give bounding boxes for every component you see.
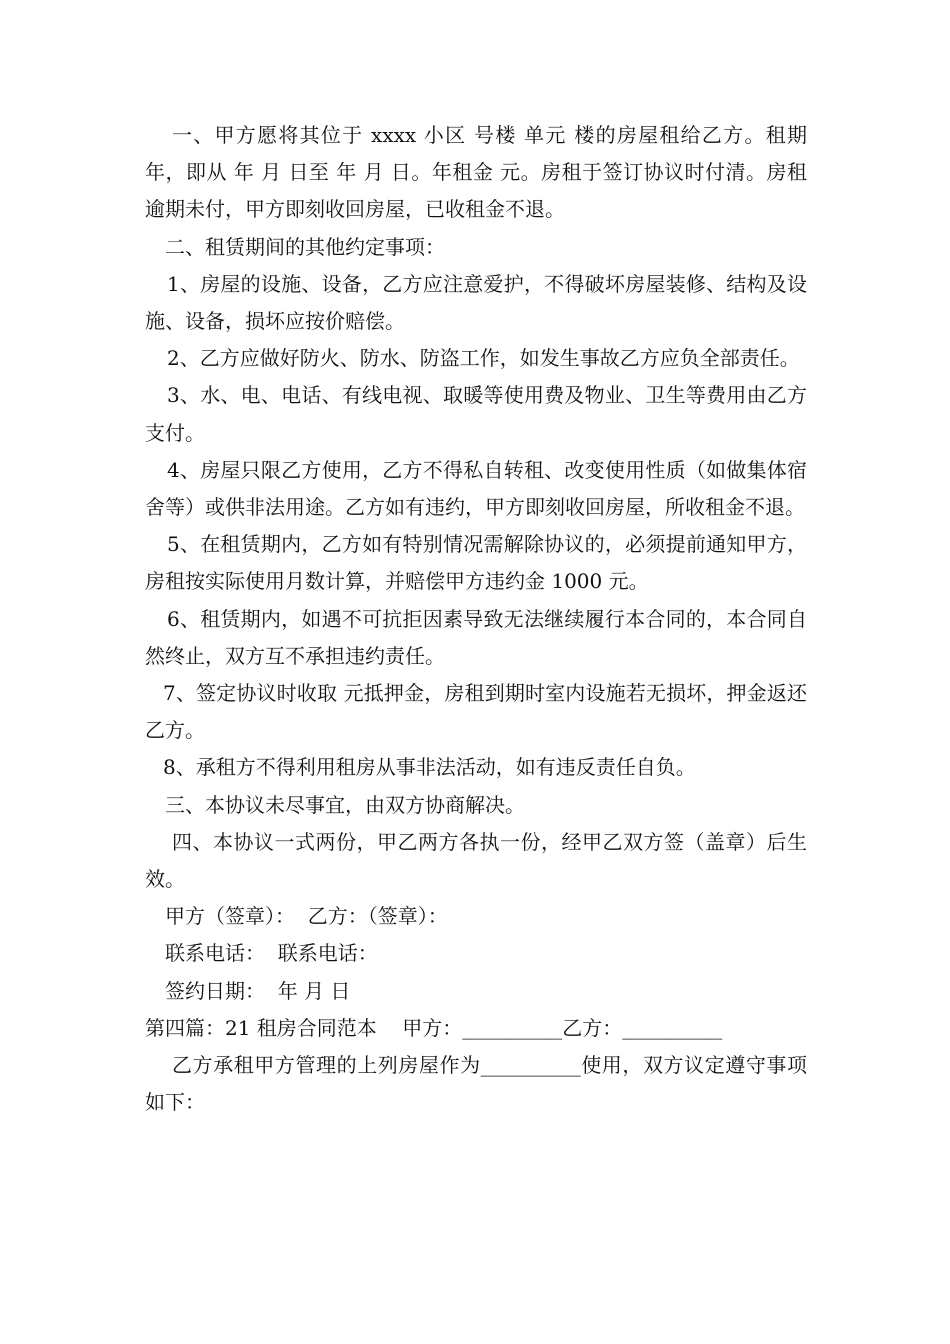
item-3-utilities: 3、水、电、电话、有线电视、取暖等使用费及物业、卫生等费用由乙方支付。 <box>145 383 807 445</box>
item-4-usage: 4、房屋只限乙方使用，乙方不得私自转租、改变使用性质（如做集体宿舍等）或供非法用途。乙方如有违约，甲方即刻收回房屋，所收租金不退。 <box>145 457 807 520</box>
signature-line: 甲方（签章）： 乙方：（签章）： <box>165 904 448 929</box>
section-four-title: 第四篇：21 租房合同范本 甲方：__________乙方：__________ <box>145 1015 723 1040</box>
item-8-illegal-activity: 8、承租方不得利用租房从事非法活动，如有违反责任自负。 <box>163 755 696 780</box>
item-6-force-majeure: 6、租赁期内，如遇不可抗拒因素导致无法继续履行本合同的，本合同自然终止，双方互不承担违约责任。 <box>145 606 807 668</box>
document-body <box>145 117 814 1121</box>
item-7-deposit: 7、签定协议时收取 元抵押金，房租到期时室内设施若无损坏，押金返还乙方。 <box>145 681 807 743</box>
item-2-safety: 2、乙方应做好防火、防水、防盗工作，如发生事故乙方应负全部责任。 <box>167 346 800 371</box>
item-1-facilities: 1、房屋的设施、设备，乙方应注意爱护，不得破坏房屋装修、结构及设施、设备，损坏应按价赔偿。 <box>145 271 807 334</box>
clause-4-copies: 四、本协议一式两份，甲乙两方各执一份，经甲乙双方签（盖章）后生效。 <box>145 829 807 892</box>
lease-purpose-paragraph: 乙方承租甲方管理的上列房屋作为__________使用，双方议定遵守事项如下： <box>145 1053 807 1115</box>
clause-1-lease-terms: 一、甲方愿将其位于 xxxx 小区 号楼 单元 楼的房屋租给乙方。租期 年，即从 年 月 日至 年 月 日。年租金 元。房租于签订协议时付清。房租逾期未付，甲方即刻收回房屋，已收租金不退。 <box>145 123 814 222</box>
date-line: 签约日期： 年 月 日 <box>165 978 351 1003</box>
clause-2-heading: 二、租赁期间的其他约定事项： <box>165 234 445 259</box>
phone-line: 联系电话： 联系电话： <box>165 941 378 966</box>
clause-3-matters: 三、本协议未尽事宜，由双方协商解决。 <box>165 792 525 817</box>
item-5-termination: 5、在租赁期内，乙方如有特别情况需解除协议的，必须提前通知甲方，房租按实际使用月数计算，并赔偿甲方违约金 1000 元。 <box>145 532 807 594</box>
